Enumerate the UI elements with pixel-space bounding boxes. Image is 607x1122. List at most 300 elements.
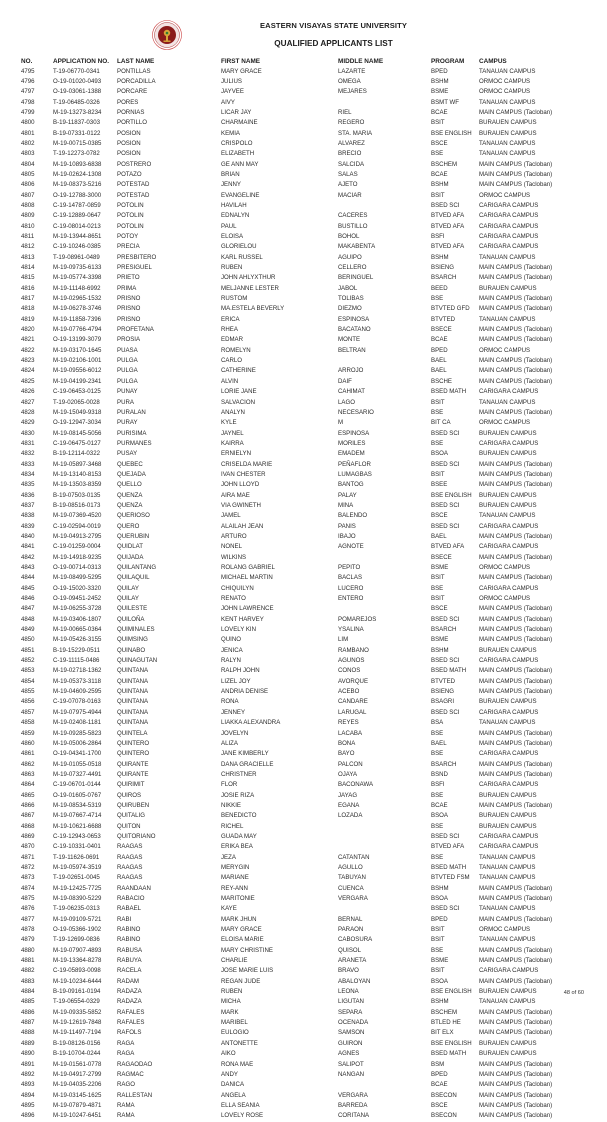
- cell-middle-name: TOLIBAS: [338, 295, 364, 303]
- table-row: [0, 294, 607, 304]
- table-row: [0, 604, 607, 614]
- cell-program: BSED SCI: [431, 201, 460, 209]
- cell-middle-name: BUSTILLO: [338, 222, 368, 230]
- cell-last-name: QUILAY: [117, 584, 139, 592]
- cell-program: BCAE: [431, 170, 448, 178]
- cell-last-name: RALLESTAN: [117, 1091, 153, 1099]
- cell-application-no: M-19-11148-6992: [53, 284, 101, 292]
- cell-program: BSE: [431, 853, 444, 861]
- cell-no: 4854: [21, 677, 35, 685]
- table-row: [0, 191, 607, 201]
- cell-first-name: RONA: [221, 698, 239, 706]
- cell-no: 4858: [21, 719, 35, 727]
- applicants-table: [0, 57, 607, 1122]
- cell-program: BSED MATH: [431, 388, 467, 396]
- cell-campus: TANAUAN CAMPUS: [479, 853, 536, 861]
- cell-first-name: CHARLIE: [221, 957, 248, 965]
- cell-program: BSME: [431, 88, 449, 96]
- cell-campus: CARIGARA CAMPUS: [479, 243, 539, 251]
- cell-last-name: PRISNO: [117, 315, 141, 323]
- table-row: [0, 594, 607, 604]
- cell-application-no: T-19-06235-0313: [53, 905, 100, 913]
- cell-program: BIT CA: [431, 419, 451, 427]
- cell-application-no: C-19-10331-0401: [53, 843, 101, 851]
- cell-first-name: JENNY: [221, 181, 241, 189]
- table-row: [0, 687, 607, 697]
- table-row: [0, 98, 607, 108]
- cell-last-name: POTAZO: [117, 170, 142, 178]
- cell-application-no: C-19-02594-0019: [53, 522, 101, 530]
- cell-first-name: CHIQUILYN: [221, 584, 254, 592]
- cell-application-no: C-19-06701-0144: [53, 781, 101, 789]
- table-row: [0, 904, 607, 914]
- cell-application-no: M-19-12425-7725: [53, 884, 102, 892]
- table-row: [0, 977, 607, 987]
- cell-last-name: POSION: [117, 129, 141, 137]
- cell-middle-name: OCENADA: [338, 1019, 369, 1027]
- cell-middle-name: PANIS: [338, 522, 356, 530]
- cell-first-name: REGAN JUDE: [221, 977, 261, 985]
- cell-middle-name: STA. MARIA: [338, 129, 373, 137]
- cell-application-no: C-19-12943-0653: [53, 832, 101, 840]
- cell-application-no: M-19-05373-3118: [53, 677, 101, 685]
- table-row: [0, 873, 607, 883]
- cell-first-name: MARITONIE: [221, 895, 255, 902]
- cell-middle-name: CORITANA: [338, 1112, 370, 1120]
- table-row: [0, 325, 607, 335]
- cell-application-no: M-19-09109-5721: [53, 915, 102, 923]
- cell-application-no: M-19-09735-6133: [53, 264, 102, 272]
- cell-program: BSIT: [431, 191, 445, 199]
- table-row: [0, 418, 607, 428]
- cell-program: BSED MATH: [431, 667, 467, 675]
- cell-no: 4868: [21, 822, 35, 830]
- cell-no: 4808: [21, 201, 35, 209]
- column-header-last-name: LAST NAME: [117, 58, 155, 65]
- cell-campus: BURAUEN CAMPUS: [479, 988, 537, 996]
- table-row: [0, 615, 607, 625]
- table-row: [0, 584, 607, 594]
- cell-middle-name: BRAVO: [338, 967, 359, 975]
- cell-no: 4840: [21, 532, 35, 540]
- cell-program: BSHM: [431, 884, 449, 892]
- cell-middle-name: EGANA: [338, 801, 360, 809]
- cell-campus: BURAUEN CAMPUS: [479, 698, 537, 706]
- cell-middle-name: BAYO: [338, 750, 355, 758]
- cell-program: BAEL: [431, 532, 447, 540]
- cell-campus: MAIN CAMPUS (Tacloban): [479, 470, 553, 478]
- cell-first-name: ERNIELYN: [221, 450, 252, 458]
- cell-no: 4861: [21, 750, 35, 758]
- cell-last-name: PRISNO: [117, 295, 141, 303]
- cell-no: 4798: [21, 98, 35, 106]
- table-row: [0, 708, 607, 718]
- cell-no: 4813: [21, 253, 35, 261]
- cell-program: BSE: [431, 729, 444, 737]
- cell-middle-name: SALIPOT: [338, 1060, 364, 1068]
- table-row: [0, 460, 607, 470]
- cell-middle-name: AGNOTE: [338, 543, 364, 551]
- cell-first-name: ELOISA MARIE: [221, 936, 264, 944]
- cell-no: 4889: [21, 1039, 35, 1047]
- table-row: [0, 377, 607, 387]
- cell-last-name: QUITON: [117, 822, 141, 830]
- cell-campus: TANAUAN CAMPUS: [479, 905, 536, 913]
- cell-program: BSFI: [431, 233, 445, 240]
- cell-no: 4841: [21, 543, 35, 551]
- cell-no: 4838: [21, 512, 35, 520]
- table-row: [0, 894, 607, 904]
- cell-middle-name: PALCON: [338, 760, 363, 768]
- cell-program: BSIT: [431, 936, 445, 944]
- cell-program: BSHM: [431, 646, 449, 654]
- cell-program: BSED SCI: [431, 708, 460, 716]
- cell-campus: MAIN CAMPUS (Tacloban): [479, 357, 553, 365]
- cell-campus: MAIN CAMPUS (Tacloban): [479, 957, 553, 965]
- cell-first-name: MARK JHUN: [221, 915, 257, 923]
- cell-application-no: B-19-08516-0173: [53, 501, 101, 509]
- cell-middle-name: AGUNOS: [338, 657, 365, 665]
- cell-first-name: DANICA: [221, 1081, 245, 1089]
- table-row: [0, 480, 607, 490]
- cell-first-name: MARIBEL: [221, 1019, 248, 1027]
- cell-no: 4797: [21, 88, 35, 96]
- cell-application-no: M-19-03170-1645: [53, 346, 102, 354]
- table-row: [0, 139, 607, 149]
- cell-no: 4821: [21, 336, 35, 344]
- cell-last-name: PORCADILLA: [117, 77, 156, 85]
- cell-program: BSECE: [431, 326, 452, 334]
- cell-last-name: PROFETANA: [117, 326, 154, 334]
- cell-no: 4839: [21, 522, 35, 530]
- cell-program: BSMT WF: [431, 98, 459, 106]
- cell-campus: CARIGARA CAMPUS: [479, 708, 539, 716]
- cell-application-no: M-19-13273-8234: [53, 108, 102, 116]
- cell-campus: MAIN CAMPUS (Tacloban): [479, 688, 553, 696]
- cell-campus: MAIN CAMPUS (Tacloban): [479, 1070, 553, 1078]
- cell-first-name: ERICA: [221, 315, 240, 323]
- cell-no: 4865: [21, 791, 35, 799]
- cell-middle-name: PALAY: [338, 491, 357, 499]
- cell-first-name: ANALYN: [221, 408, 245, 416]
- cell-campus: MAIN CAMPUS (Tacloban): [479, 367, 553, 375]
- cell-program: BSE: [431, 408, 444, 416]
- cell-middle-name: ESPINOSA: [338, 315, 370, 323]
- cell-campus: BURAUEN CAMPUS: [479, 450, 537, 458]
- cell-first-name: EULOGIO: [221, 1029, 249, 1037]
- cell-first-name: KEMIA: [221, 129, 240, 137]
- table-row: [0, 987, 607, 997]
- cell-application-no: O-19-12947-3034: [53, 419, 102, 427]
- cell-middle-name: OMEGA: [338, 77, 361, 85]
- cell-no: 4862: [21, 760, 35, 768]
- cell-program: BSIT: [431, 119, 445, 127]
- cell-no: 4817: [21, 295, 35, 303]
- cell-last-name: RAGO: [117, 1081, 135, 1089]
- cell-no: 4846: [21, 595, 35, 603]
- table-row: [0, 801, 607, 811]
- cell-last-name: PURALAN: [117, 408, 146, 416]
- table-row: [0, 884, 607, 894]
- table-row: [0, 863, 607, 873]
- cell-campus: ORMOC CAMPUS: [479, 191, 531, 199]
- cell-application-no: M-19-13944-8651: [53, 233, 102, 240]
- cell-first-name: WILKINS: [221, 553, 247, 561]
- cell-last-name: QUERUBIN: [117, 532, 150, 540]
- cell-middle-name: BARREDA: [338, 1101, 368, 1109]
- cell-program: BSE: [431, 822, 444, 830]
- cell-program: BSIENG: [431, 688, 455, 696]
- cell-no: 4828: [21, 408, 35, 416]
- cell-application-no: M-19-09285-5823: [53, 729, 102, 737]
- cell-last-name: QUINTANA: [117, 698, 149, 706]
- cell-application-no: B-19-10704-0244: [53, 1050, 101, 1058]
- table-row: [0, 170, 607, 180]
- table-row: [0, 822, 607, 832]
- cell-middle-name: CANDARE: [338, 698, 368, 706]
- cell-first-name: BENEDICTO: [221, 812, 257, 820]
- cell-no: 4885: [21, 998, 35, 1006]
- cell-program: BSED SCI: [431, 522, 460, 530]
- cell-middle-name: SAMSON: [338, 1029, 365, 1037]
- cell-middle-name: YSALINA: [338, 626, 364, 634]
- cell-program: BSIT: [431, 595, 445, 603]
- table-row: [0, 201, 607, 211]
- cell-middle-name: CACERES: [338, 212, 368, 220]
- cell-last-name: QUINTERO: [117, 739, 150, 747]
- table-row: [0, 1018, 607, 1028]
- table-row: [0, 925, 607, 935]
- table-row: [0, 935, 607, 945]
- cell-first-name: LIAKKA ALEXANDRA: [221, 719, 281, 727]
- cell-application-no: M-19-06278-3746: [53, 305, 102, 313]
- cell-campus: ORMOC CAMPUS: [479, 346, 531, 354]
- cell-application-no: O-19-04341-1700: [53, 750, 102, 758]
- cell-no: 4849: [21, 626, 35, 634]
- cell-no: 4844: [21, 574, 35, 582]
- table-row: [0, 646, 607, 656]
- cell-first-name: JEZA: [221, 853, 236, 861]
- cell-no: 4866: [21, 801, 35, 809]
- cell-application-no: M-19-07327-4491: [53, 770, 102, 778]
- cell-last-name: QUINTERO: [117, 750, 150, 758]
- cell-program: BSCE: [431, 139, 448, 147]
- cell-first-name: ROMELYN: [221, 346, 251, 354]
- cell-no: 4879: [21, 936, 35, 944]
- cell-program: BSED SCI: [431, 615, 460, 623]
- cell-campus: BURAUEN CAMPUS: [479, 1039, 537, 1047]
- cell-first-name: MARIANE: [221, 874, 249, 882]
- cell-application-no: M-19-09556-6012: [53, 367, 102, 375]
- cell-application-no: M-19-07879-4871: [53, 1101, 102, 1109]
- table-row: [0, 677, 607, 687]
- cell-no: 4825: [21, 377, 35, 385]
- cell-first-name: KAIRRA: [221, 439, 244, 447]
- cell-program: BSE: [431, 439, 444, 447]
- cell-campus: BURAUEN CAMPUS: [479, 501, 537, 509]
- cell-campus: TANAUAN CAMPUS: [479, 863, 536, 871]
- cell-middle-name: SEPARA: [338, 1008, 363, 1016]
- cell-middle-name: ACEBO: [338, 688, 360, 696]
- cell-campus: CARIGARA CAMPUS: [479, 201, 539, 209]
- cell-application-no: M-19-02965-1532: [53, 295, 102, 303]
- cell-no: 4835: [21, 481, 35, 489]
- cell-no: 4812: [21, 243, 35, 251]
- cell-first-name: ANDY: [221, 1070, 238, 1078]
- cell-first-name: RUBEN: [221, 988, 243, 996]
- cell-application-no: M-19-00715-0385: [53, 139, 102, 147]
- cell-program: BSARCH: [431, 626, 457, 634]
- cell-no: 4883: [21, 977, 35, 985]
- cell-no: 4869: [21, 832, 35, 840]
- cell-no: 4796: [21, 77, 35, 85]
- cell-program: BSED SCI: [431, 460, 460, 468]
- cell-last-name: QUITORIANO: [117, 832, 156, 840]
- cell-application-no: M-19-10234-6444: [53, 977, 102, 985]
- cell-no: 4875: [21, 895, 35, 902]
- cell-last-name: RAMA: [117, 1112, 135, 1120]
- cell-campus: MAIN CAMPUS (Tacloban): [479, 605, 553, 613]
- cell-no: 4848: [21, 615, 35, 623]
- table-row: [0, 966, 607, 976]
- cell-campus: MAIN CAMPUS (Tacloban): [479, 626, 553, 634]
- column-header-campus: CAMPUS: [479, 58, 507, 65]
- cell-first-name: EVANGELINE: [221, 191, 260, 199]
- cell-program: BTVED AFA: [431, 243, 465, 251]
- cell-application-no: B-19-07503-0135: [53, 491, 101, 499]
- cell-first-name: MICHA: [221, 998, 241, 1006]
- table-row: [0, 532, 607, 542]
- cell-program: BSE ENGLISH: [431, 491, 472, 499]
- table-row: [0, 67, 607, 77]
- cell-no: 4799: [21, 108, 35, 116]
- cell-application-no: M-19-01561-0778: [53, 1060, 102, 1068]
- cell-application-no: M-19-07766-4794: [53, 326, 102, 334]
- cell-last-name: PUNAY: [117, 388, 138, 396]
- cell-campus: MAIN CAMPUS (Tacloban): [479, 481, 553, 489]
- cell-program: BSIT: [431, 926, 445, 934]
- cell-last-name: PUASA: [117, 346, 138, 354]
- cell-middle-name: MAKABENTA: [338, 243, 376, 251]
- table-row: [0, 429, 607, 439]
- cell-campus: MAIN CAMPUS (Tacloban): [479, 636, 553, 644]
- cell-middle-name: AGUIPO: [338, 253, 362, 261]
- cell-campus: MAIN CAMPUS (Tacloban): [479, 1081, 553, 1089]
- cell-campus: BURAUEN CAMPUS: [479, 812, 537, 820]
- table-row: [0, 729, 607, 739]
- table-row: [0, 408, 607, 418]
- table-row: [0, 718, 607, 728]
- cell-middle-name: RAMBANO: [338, 646, 369, 654]
- cell-no: 4886: [21, 1008, 35, 1016]
- table-row: [0, 77, 607, 87]
- table-row: [0, 356, 607, 366]
- cell-program: BPED: [431, 67, 448, 75]
- cell-first-name: VIA GWINETH: [221, 501, 261, 509]
- cell-application-no: M-19-13140-8153: [53, 470, 102, 478]
- cell-campus: TANAUAN CAMPUS: [479, 150, 536, 158]
- cell-program: BSFI: [431, 781, 445, 789]
- cell-program: BSARCH: [431, 760, 457, 768]
- cell-program: BAEL: [431, 739, 447, 747]
- cell-middle-name: ALVAREZ: [338, 139, 365, 147]
- cell-no: 4859: [21, 729, 35, 737]
- cell-last-name: POTOLIN: [117, 222, 144, 230]
- cell-no: 4853: [21, 667, 35, 675]
- cell-campus: TANAUAN CAMPUS: [479, 512, 536, 520]
- cell-middle-name: POMAREJOS: [338, 615, 377, 623]
- cell-application-no: M-19-02624-1308: [53, 170, 102, 178]
- cell-last-name: QUENZA: [117, 491, 143, 499]
- cell-middle-name: CELLERO: [338, 264, 367, 272]
- cell-first-name: AIVY: [221, 98, 235, 106]
- cell-campus: MAIN CAMPUS (Tacloban): [479, 295, 553, 303]
- cell-application-no: M-19-10247-6451: [53, 1112, 102, 1120]
- cell-no: 4823: [21, 357, 35, 365]
- cell-last-name: QUIMINALES: [117, 626, 155, 634]
- cell-application-no: O-19-09451-2452: [53, 595, 102, 603]
- cell-middle-name: EMADEM: [338, 450, 365, 458]
- cell-program: BSIT: [431, 574, 445, 582]
- cell-no: 4890: [21, 1050, 35, 1058]
- cell-first-name: MERYGIN: [221, 863, 250, 871]
- cell-program: BSM: [431, 1060, 445, 1068]
- column-header-program: PROGRAM: [431, 58, 465, 65]
- cell-last-name: RAAGAS: [117, 843, 143, 851]
- cell-no: 4871: [21, 853, 35, 861]
- cell-no: 4836: [21, 491, 35, 499]
- cell-no: 4843: [21, 564, 35, 571]
- cell-last-name: RAFALES: [117, 1008, 145, 1016]
- cell-middle-name: LARUGAL: [338, 708, 367, 716]
- cell-program: BSME: [431, 957, 449, 965]
- cell-no: 4826: [21, 388, 35, 396]
- cell-middle-name: LIGUTAN: [338, 998, 364, 1006]
- cell-last-name: QUIJADA: [117, 553, 144, 561]
- cell-last-name: QUILAY: [117, 595, 139, 603]
- cell-last-name: QUINABO: [117, 646, 146, 654]
- cell-no: 4801: [21, 129, 35, 137]
- cell-last-name: PULGA: [117, 367, 138, 375]
- cell-campus: MAIN CAMPUS (Tacloban): [479, 326, 553, 334]
- cell-application-no: T-19-12273-0782: [53, 150, 100, 158]
- cell-no: 4819: [21, 315, 35, 323]
- cell-campus: CARIGARA CAMPUS: [479, 781, 539, 789]
- cell-campus: TANAUAN CAMPUS: [479, 998, 536, 1006]
- cell-last-name: RAGA: [117, 1050, 135, 1058]
- cell-campus: MAIN CAMPUS (Tacloban): [479, 729, 553, 737]
- cell-program: BSCHEM: [431, 1008, 458, 1016]
- cell-campus: CARIGARA CAMPUS: [479, 212, 539, 220]
- table-row: [0, 666, 607, 676]
- cell-application-no: O-19-00714-0313: [53, 564, 102, 571]
- cell-campus: MAIN CAMPUS (Tacloban): [479, 677, 553, 685]
- cell-program: BCAE: [431, 801, 448, 809]
- cell-program: BAEL: [431, 367, 447, 375]
- cell-campus: TANAUAN CAMPUS: [479, 98, 536, 106]
- cell-application-no: O-19-05366-1902: [53, 926, 102, 934]
- cell-middle-name: JABOL: [338, 284, 358, 292]
- cell-campus: MAIN CAMPUS (Tacloban): [479, 336, 553, 344]
- cell-campus: MAIN CAMPUS (Tacloban): [479, 801, 553, 809]
- cell-campus: CARIGARA CAMPUS: [479, 522, 539, 530]
- cell-last-name: PULGA: [117, 357, 138, 365]
- cell-no: 4814: [21, 264, 35, 272]
- cell-first-name: ARTURO: [221, 532, 247, 540]
- cell-first-name: KARL RUSSEL: [221, 253, 263, 261]
- table-row: [0, 1039, 607, 1049]
- table-row: [0, 522, 607, 532]
